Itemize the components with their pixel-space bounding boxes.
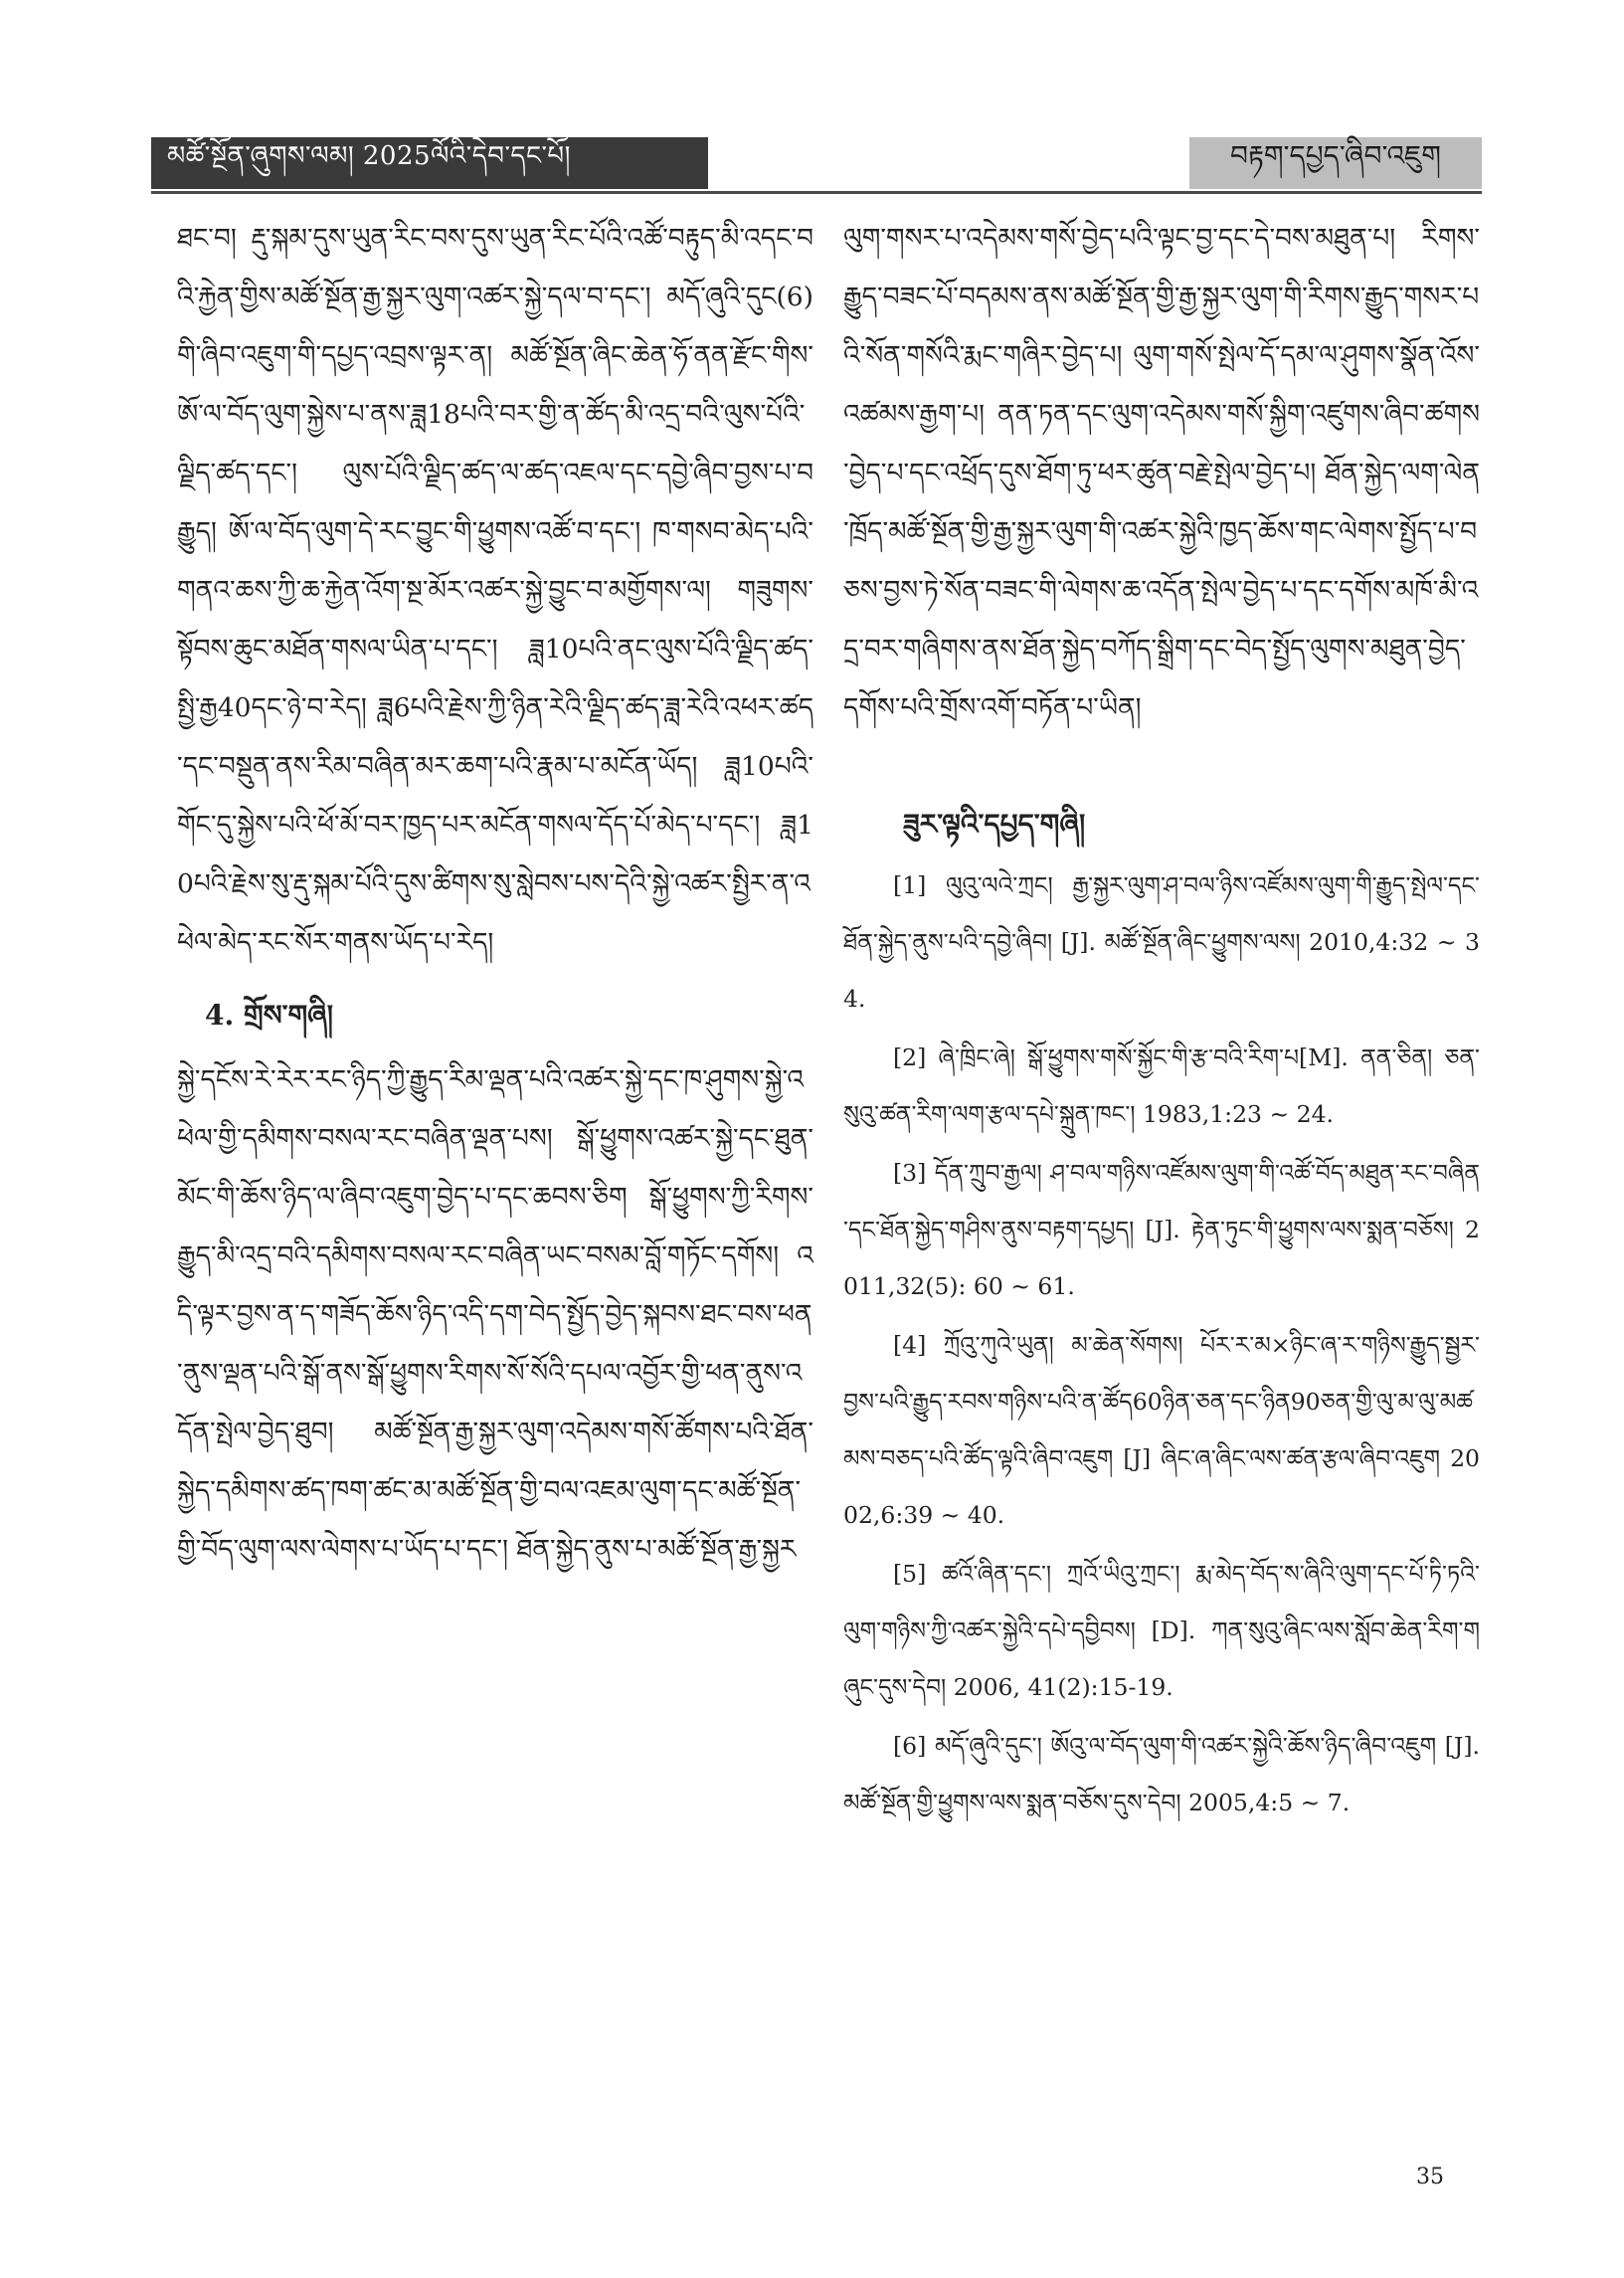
body-paragraph: ཐང་བ། རྡུ་སྐམ་དུས་ཡུན་རིང་བས་དུས་ཡུན་རིང་པོའི་འཚོ་བརྟུད་མི་འདང་བའི་རྐྱེན་གྱིས་མཚོ་སྔོན་རྒྱ་སྐྱར་ལུག་འཚར་སྐྱེ་དལ་བ་དང་། མདོ་ཞུའི་དུང(6)གི་ཞིབ་འཇུག་གི་དཔྱད་འབྲས་ལྟར་ན། མཚོ་སྔོན་ཞིང་ཆེན་ཧོ་ནན་རྫོང་གིས་ཨོ་ལ་བོད་ལུག་སྐྱེས་པ་ནས་ཟླ18པའི་བར་གྱི་ན་ཚོད་མི་འདྲ་བའི་ལུས་པོའི་ལྗིད་ཚད་དང་། ལུས་པོའི་ལྗིད་ཚད་ལ་ཚད་འཇལ་དང་དབྱེ་ཞིབ་བྱས་པ་བརྒྱུད། ཨོ་ལ་བོད་ལུག་དེ་རང་བྱུང་གི་ཕྱུགས་འཚོ་བ་དང་། ཁ་གསབ་མེད་པའི་གནའ་ཆས་ཀྱི་ཆ་རྐྱེན་འོག་སྔ་མོར་འཚར་སྐྱེ་བྱུང་བ་མགྱོགས་ལ། གཟུགས་སྟོབས་ཆུང་མཐོན་གསལ་ཡིན་པ་དང་། ཟླ10པའི་ནང་ལུས་པོའི་ལྗིད་ཚད་སྤྱི་རྒྱ40དང་ཉེ་བ་རེད། ཟླ6པའི་རྗེས་ཀྱི་ཉིན་རེའི་ལྗིད་ཚད་ཟླ་རེའི་འཕར་ཚད་དང་བསྡུན་ནས་རིམ་བཞིན་མར་ཆག་པའི་རྣམ་པ་མངོན་ཡོད། ཟླ10པའི་གོང་དུ་སྐྱེས་པའི་ཕོ་མོ་བར་ཁྱད་པར་མངོན་གསལ་དོད་པོ་མེད་པ་དང་། ཟླ10པའི་རྗེས་སུ་རྡུ་སྐམ་པོའི་དུས་ཚིགས་སུ་སླེབས་པས་དེའི་སྐྱེ་འཚར་སྤྱིར་ན་འཕེལ་མེད་རང་སོར་གནས་ཡོད་པ་རེད། [177, 223, 813, 958]
body-paragraph: ལུག་གསར་པ་འདེམས་གསོ་བྱེད་པའི་ལྟང་བྱ་དང་དེ་བས་མཐུན་པ། རིགས་རྒྱུད་བཟང་པོ་བདམས་ནས་མཚོ་སྔོན་གྱི་རྒྱ་སྐྱར་ལུག་གི་རིགས་རྒྱུད་གསར་པའི་སོན་གསོའི་རྨང་གཞིར་བྱེད་པ། ལུག་གསོ་སྤེལ་དོ་དམ་ལ་ཤུགས་སྣོན་འོས་འཚམས་རྒྱག་པ། ནན་ཏན་དང་ལུག་འདེམས་གསོ་སྐྱིག་འཛུགས་ཞིབ་ཚགས་བྱེད་པ་དང་འཕྲོད་དུས་ཐོག་ཏུ་ཕར་ཚུན་བརྗེ་སྤེལ་བྱེད་པ། ཐོན་སྐྱེད་ལག་ལེན་ཁྲོད་མཚོ་སྔོན་གྱི་རྒྱ་སྐྱར་ལུག་གི་འཚར་སྐྱེའི་ཁྱད་ཆོས་གང་ལེགས་སྤྱོད་པ་བཅས་བྱས་ཏེ་སོན་བཟང་གི་ལེགས་ཆ་འདོན་སྤེལ་བྱེད་པ་དང་དགོས་མཁོ་མི་འདྲ་བར་གཞིགས་ནས་ཐོན་སྐྱེད་བཀོད་སྒྲིག་དང་བེད་སྤྱོད་ལུགས་མཐུན་བྱེད་དགོས་པའི་གྲོས་འགོ་བཏོན་པ་ཡིན། [843, 223, 1480, 723]
reference-item: [1] ལུའུ་ལའེ་ཀྲང། རྒྱ་སྐྱར་ལུག་ཤ་བལ་ཉིས་འཛོམས་ལུག་གི་རྒྱུད་སྤེལ་དང་ཐོན་སྐྱེད་ནུས་པའི་དབྱེ་ཞིབ། [J]. མཚོ་སྔོན་ཞིང་ཕྱུགས་ལས། 2010,4:32 ~ 34. [843, 871, 1480, 1013]
section-header [1189, 137, 1482, 189]
left-column [177, 209, 813, 1579]
section-heading: 4. གྲོས་གཞི། [205, 999, 333, 1032]
right-column [843, 209, 1480, 1833]
journal-title: མཚོ་སྔོན་ཞུགས་ལམ། 2025ལོའི་དེབ་དང་པོ། [167, 140, 571, 171]
header-rule [151, 191, 1482, 194]
reference-item: [3] དོན་ཀྲུབ་རྒྱལ། ཤ་བལ་གཉིས་འཛོམས་ལུག་གི་འཚོ་བོད་མཐུན་རང་བཞིན་དང་ཐོན་སྐྱེད་གཤིས་ནུས་བརྟག་དཔྱད། [J]. རྟེན་ཏུང་གི་ཕྱུགས་ལས་སྨན་བཅོས། 2011,32(5): 60 ~ 61. [843, 1159, 1480, 1300]
body-paragraph: སྐྱེ་དངོས་རེ་རེར་རང་ཉིད་ཀྱི་རྒྱུད་རིམ་ལྡན་པའི་འཚར་སྐྱེ་དང་ཁ་ཤུགས་སྐྱེ་འཕེལ་གྱི་དམིགས་བསལ་རང་བཞིན་ལྡན་པས། སྒོ་ཕྱུགས་འཚར་སྐྱེ་དང་ཐུན་མོང་གི་ཆོས་ཉིད་ལ་ཞིབ་འཇུག་བྱེད་པ་དང་ཆབས་ཅིག སྒོ་ཕྱུགས་ཀྱི་རིགས་རྒྱུད་མི་འདྲ་བའི་དམིགས་བསལ་རང་བཞིན་ཡང་བསམ་བློ་གཏོང་དགོས། འདི་ལྟར་བྱས་ན་ད་གཟོད་ཆོས་ཉིད་འདི་དག་བེད་སྤྱོད་བྱེད་སྐབས་ཐང་བས་ཕན་ནུས་ལྡན་པའི་སྒོ་ནས་སྒོ་ཕྱུགས་རིགས་སོ་སོའི་དཔལ་འབྱོར་གྱི་ཕན་ནུས་འདོན་སྤེལ་བྱེད་ཐུབ། མཚོ་སྔོན་རྒྱ་སྐྱར་ལུག་འདེམས་གསོ་ཚོགས་པའི་ཐོན་སྐྱེད་དམིགས་ཚད་ཁག་ཚང་མ་མཚོ་སྔོན་གྱི་བལ་འཇམ་ལུག་དང་མཚོ་སྔོན་གྱི་བོད་ལུག་ལས་ལེགས་པ་ཡོད་པ་དང་། ཐོན་སྐྱེད་ནུས་པ་མཚོ་སྔོན་རྒྱ་སྐྱར [177, 1064, 813, 1565]
journal-header [151, 137, 708, 189]
reference-item: [5] ཚའོ་ཞིན་དང་། ཀྲའོ་ཡིའུ་ཀྲང་། རྨ་མེད་བོད་ས་ཞིའི་ལུག་དང་པོ་ཏི་ཏའི་ལུག་གཉིས་ཀྱི་འཚར་སྐྱེའི་དཔེ་དབྱིབས། [D]. ཀན་སུའུ་ཞིང་ལས་སློབ་ཆེན་རིག་གཞུང་དུས་དེབ། 2006, 41(2):15-19. [843, 1560, 1480, 1701]
page-number: 35 [1416, 2165, 1444, 2189]
section-title: བརྟག་དཔྱད་ཞིབ་འཇུག [1230, 138, 1441, 172]
references-heading: ཟུར་ལྟའི་དཔྱད་གཞི། [903, 808, 1086, 841]
reference-item: [6] མདོ་ཞུའི་དུང་། ཨོའུ་ལ་བོད་ལུག་གི་འཚར་སྐྱེའི་ཆོས་ཉིད་ཞིབ་འཇུག [J]. མཚོ་སྔོན་གྱི་ཕྱུགས་ལས་སྨན་བཅོས་དུས་དེབ། 2005,4:5 ~ 7. [843, 1732, 1480, 1816]
reference-item: [2] ཞེ་ཁྲིང་ཞེ། སྒོ་ཕྱུགས་གསོ་སྐྱོང་གི་རྩ་བའི་རིག་པ[M]. ནན་ཅིན། ཅན་སུའུ་ཚན་རིག་ལག་རྩལ་དཔེ་སྐྲུན་ཁང་། 1983,1:23 ~ 24. [843, 1044, 1480, 1128]
reference-item: [4] ཀྲོའུ་ཀུའེ་ཡུན། མ་ཆེན་སོགས། པོར་ར་མ×ཉིང་ཞ་ར་གཉིས་རྒྱུད་སྦྱར་བྱས་པའི་རྒྱུད་རབས་གཉིས་པའི་ན་ཚོད60ཉིན་ཅན་དང་ཉིན90ཅན་གྱི་ལུ་མ་ལུ་མཚམས་བཅད་པའི་ཚོད་ལྟའི་ཞིབ་འཇུག [J] ཞིང་ཞ་ཞིང་ལས་ཚན་རྩལ་ཞིབ་འཇུག 2002,6:39 ~ 40. [843, 1331, 1480, 1529]
